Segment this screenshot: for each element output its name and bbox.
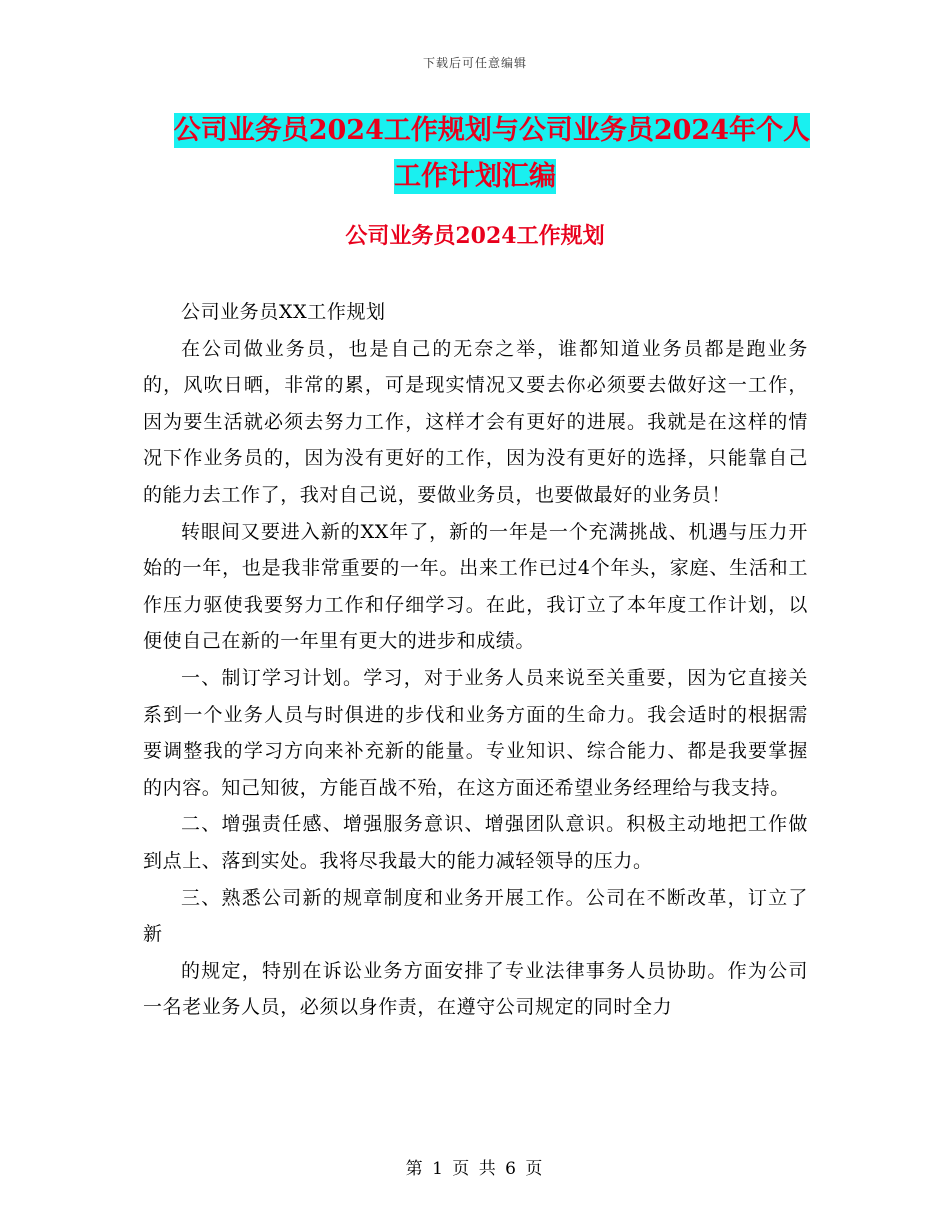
title-line-2: 工作计划汇编 <box>394 161 556 192</box>
page-header-note: 下载后可任意编辑 <box>422 56 527 70</box>
paragraph: 在公司做业务员，也是自己的无奈之举，谁都知道业务员都是跑业务的，风吹日晒，非常的累，可是现实情况又要去你必须要去做好这一工作，因为要生活就必须去努力工作，这样才会有更好的进展。我就是在这样的情况下作业务员的，因为没有更好的工作，因为没有更好的选择，只能靠自己的能力去工作了，我对自己说，要做业务员，也要做最好的业务员！ <box>143 337 808 506</box>
paragraph: 转眼间又要进入新的XX年了，新的一年是一个充满挑战、机遇与压力开始的一年，也是我非常重要的一年。出来工作已过4个年头，家庭、生活和工作压力驱使我要努力工作和仔细学习。在此，我订立了本年度工作计划，以便使自己在新的一年里有更大的进步和成绩。 <box>143 520 808 653</box>
page-number-footer: 第 1 页 共 6 页 <box>405 1159 545 1179</box>
paragraph: 一、制订学习计划。学习，对于业务人员来说至关重要，因为它直接关系到一个业务人员与时俱进的步伐和业务方面的生命力。我会适时的根据需要调整我的学习方向来补充新的能量。专业知识、综合能力、都是我要掌握的内容。知己知彼，方能百战不殆，在这方面还希望业务经理给与我支持。 <box>143 666 808 799</box>
document-title <box>140 108 810 200</box>
document-body <box>143 294 808 1026</box>
paragraph: 二、增强责任感、增强服务意识、增强团队意识。积极主动地把工作做到点上、落到实处。我将尽我最大的能力减轻领导的压力。 <box>143 813 808 872</box>
title-line-1: 公司业务员2024工作规划与公司业务员2024年个人 <box>173 115 810 146</box>
paragraph: 的规定，特别在诉讼业务方面安排了专业法律事务人员协助。作为公司一名老业务人员，必须以身作责，在遵守公司规定的同时全力 <box>143 959 808 1019</box>
section-title: 公司业务员2024工作规划 <box>345 223 605 249</box>
paragraph: 三、熟悉公司新的规章制度和业务开展工作。公司在不断改革，订立了新 <box>143 886 808 946</box>
paragraph-subtitle: 公司业务员XX工作规划 <box>181 301 386 323</box>
